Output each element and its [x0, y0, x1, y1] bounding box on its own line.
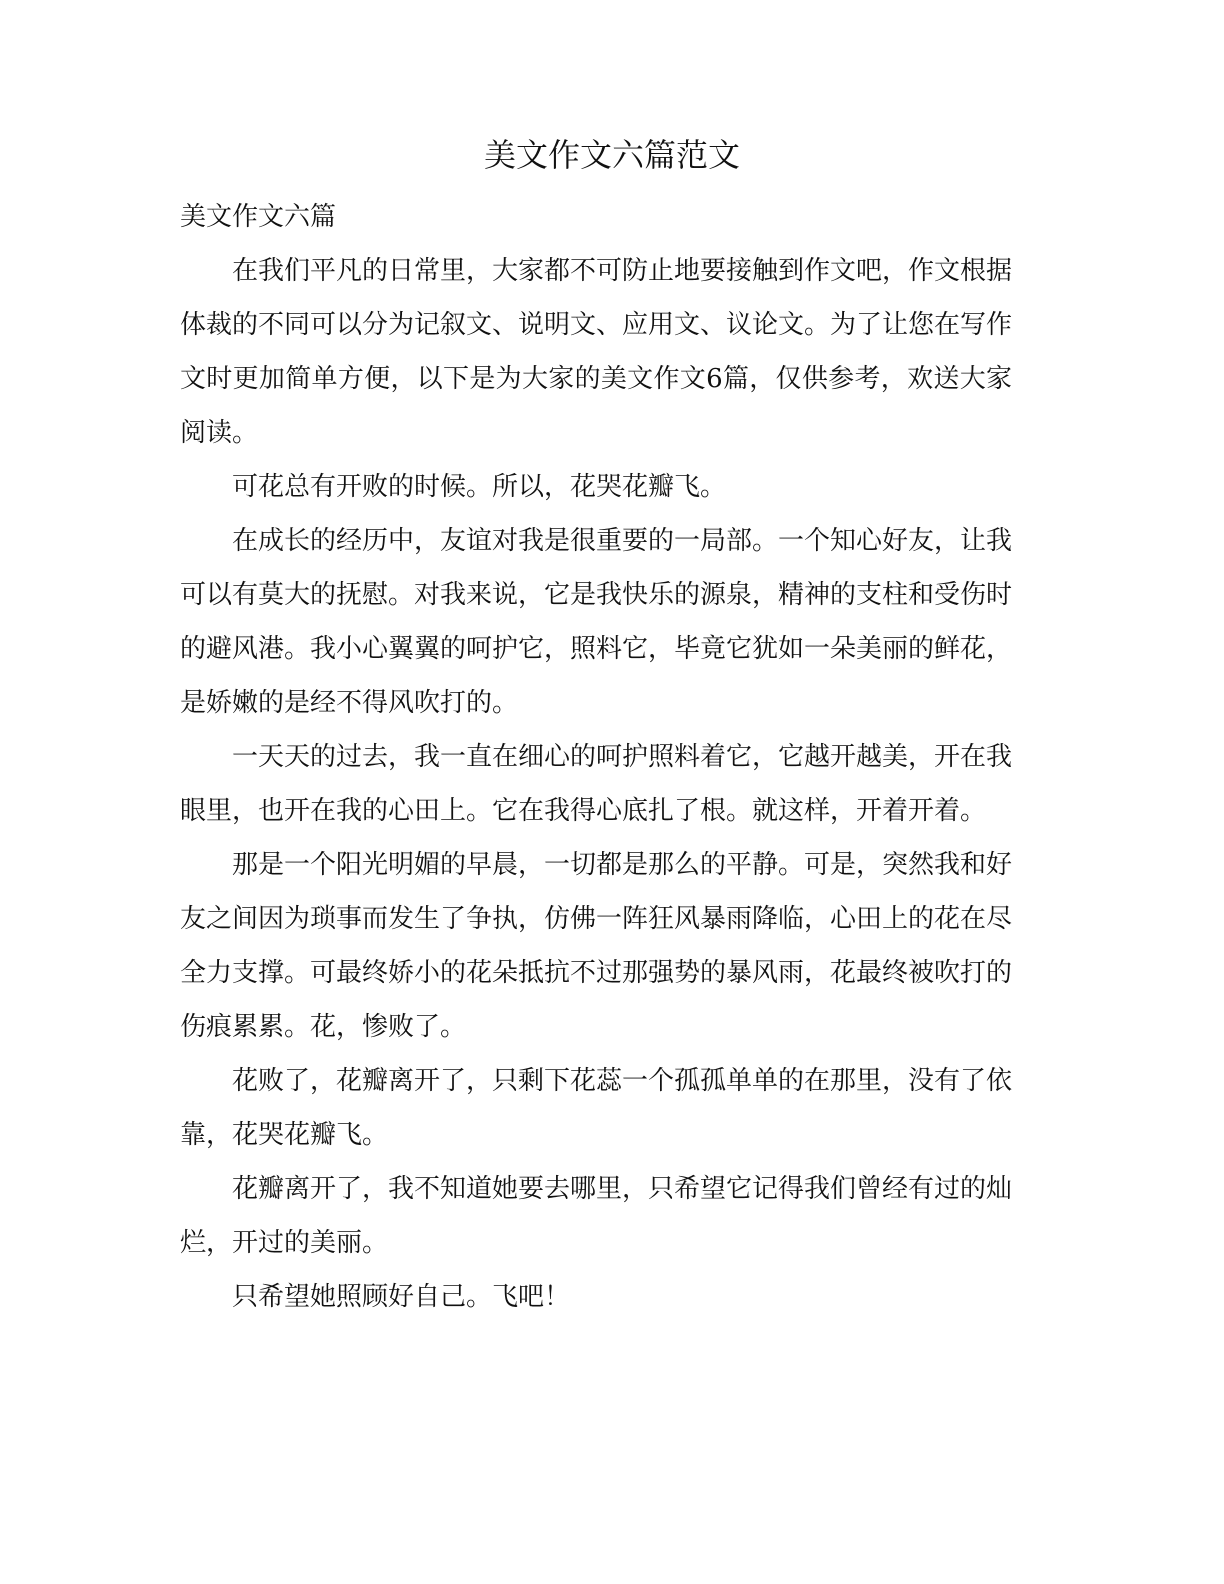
paragraph: 只希望她照顾好自己。飞吧！: [232, 1282, 571, 1312]
paragraph: 在我们平凡的日常里，大家都不可防止地要接触到作文吧，作文根据体裁的不同可以分为记叙文、说明文、应用文、议论文。为了让您在写作文时更加简单方便，以下是为大家的美文作文6篇，仅供参考，欢送大家阅读。: [180, 256, 1013, 448]
paragraph: 在成长的经历中，友谊对我是很重要的一局部。一个知心好友，让我可以有莫大的抚慰。对我来说，它是我快乐的源泉，精神的支柱和受伤时的避风港。我小心翼翼的呵护它，照料它，毕竟它犹如一朵美丽的鲜花，是娇嫩的是经不得风吹打的。: [180, 526, 1013, 718]
paragraph: 花瓣离开了，我不知道她要去哪里，只希望它记得我们曾经有过的灿烂，开过的美丽。: [180, 1174, 1013, 1258]
document-title: 美文作文六篇范文: [483, 136, 740, 174]
document-subtitle: 美文作文六篇: [180, 202, 337, 232]
paragraph: 一天天的过去，我一直在细心的呵护照料着它，它越开越美，开在我眼里，也开在我的心田上。它在我得心底扎了根。就这样，开着开着。: [180, 742, 1013, 826]
document-body: [180, 190, 1012, 1324]
paragraph: 花败了，花瓣离开了，只剩下花蕊一个孤孤单单的在那里，没有了依靠，花哭花瓣飞。: [180, 1066, 1013, 1150]
paragraph: 那是一个阳光明媚的早晨，一切都是那么的平静。可是，突然我和好友之间因为琐事而发生了争执，仿佛一阵狂风暴雨降临，心田上的花在尽全力支撑。可最终娇小的花朵抵抗不过那强势的暴风雨，花最终被吹打的伤痕累累。花，惨败了。: [180, 850, 1013, 1042]
paragraph: 可花总有开败的时候。所以，花哭花瓣飞。: [232, 472, 727, 502]
